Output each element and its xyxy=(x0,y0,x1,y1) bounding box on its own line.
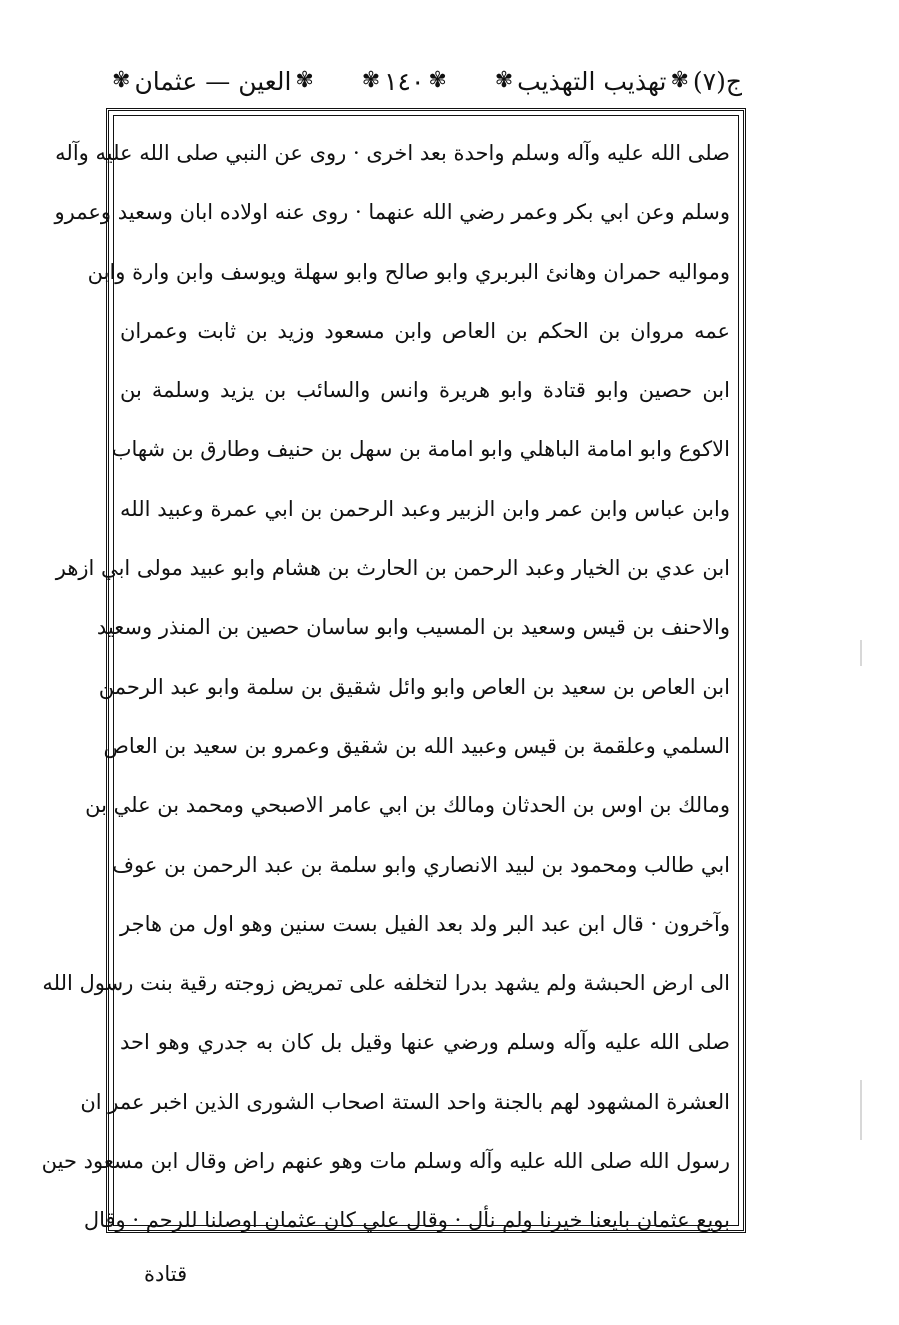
margin-mark xyxy=(860,640,862,666)
text-line: ومالك بن اوس بن الحدثان ومالك بن ابي عامر الاصبحي ومحمد بن علي بن xyxy=(85,793,730,818)
text-line: العشرة المشهود لهم بالجنة واحد الستة اصحاب الشورى الذين اخبر عمر ان xyxy=(80,1089,730,1114)
text-line: صلى الله عليه وآله وسلم واحدة بعد اخرى · روى عن النبي صلى الله عليه وآله xyxy=(55,141,730,165)
text-line: الى ارض الحبشة ولم يشهد بدرا لتخلفه على تمريض زوجته رقية بنت رسول الله xyxy=(42,971,730,996)
page-number-group xyxy=(362,67,447,96)
text-line: السلمي وعلقمة بن قيس وعبيد الله بن شقيق وعمرو بن سعيد بن العاص xyxy=(103,733,730,758)
section-label: العين — عثمان xyxy=(134,66,292,96)
body-text xyxy=(41,124,730,1251)
text-line: ومواليه حمران وهانئ البربري وابو صالح وابو سهلة ويوسف وابن وارة وابن xyxy=(87,259,730,284)
text-line: عمه مروان بن الحكم بن العاص وابن مسعود وزيد بن ثابت وعمران xyxy=(120,318,730,343)
page-number: ١٤٠ xyxy=(384,66,425,96)
text-line: الاكوع وابو امامة الباهلي وابو امامة بن سهل بن حنيف وطارق بن شهاب xyxy=(111,437,730,462)
text-line: وابن عباس وابن عمر وابن الزبير وعبد الرحمن بن ابي عمرة وعبيد الله xyxy=(120,496,730,521)
margin-mark xyxy=(860,1080,862,1140)
ornament-icon: ✾ xyxy=(428,68,447,93)
ornament-icon: ✾ xyxy=(361,68,381,93)
volume-label: ج(٧) xyxy=(692,66,742,96)
book-title: تهذيب التهذيب xyxy=(517,66,667,96)
text-line: ابن حصين وابو قتادة وابو هريرة وانس والسائب بن يزيد وسلمة بن xyxy=(120,378,730,403)
ornament-icon: ✾ xyxy=(494,68,514,93)
ornament-icon: ✾ xyxy=(670,68,689,93)
text-line: بويع عثمان بايعنا خيرنا ولم نأل · وقال علي كان عثمان اوصلنا للرحم · وقال xyxy=(83,1208,730,1233)
volume-label-group xyxy=(495,67,742,96)
catchword: قتادة xyxy=(144,1262,188,1286)
section-label-group xyxy=(112,67,314,96)
text-line: والاحنف بن قيس وسعيد بن المسيب وابو ساسان حصين بن المنذر وسعيد xyxy=(96,615,730,640)
text-line: وآخرون · قال ابن عبد البر ولد بعد الفيل بست سنين وهو اول من هاجر xyxy=(120,911,730,936)
ornament-icon: ✾ xyxy=(295,68,314,93)
page-header xyxy=(112,58,742,104)
text-line: ابن عدي بن الخيار وعبد الرحمن بن الحارث بن هشام وابو عبيد مولى ابي ازهر xyxy=(55,556,730,581)
text-line: ابي طالب ومحمود بن لبيد الانصاري وابو سلمة بن عبد الرحمن بن عوف xyxy=(112,852,730,877)
ornament-icon: ✾ xyxy=(112,68,131,93)
text-line: رسول الله صلى الله عليه وآله وسلم مات وهو عنهم راض وقال ابن مسعود حين xyxy=(41,1149,730,1174)
text-line: ابن العاص بن سعيد بن العاص وابو وائل شقيق بن سلمة وابو عبد الرحمن xyxy=(98,674,730,699)
text-line: صلى الله عليه وآله وسلم ورضي عنها وقيل بل كان به جدري وهو احد xyxy=(120,1030,730,1055)
text-line: وسلم وعن ابي بكر وعمر رضي الله عنهما · روى عنه اولاده ابان وسعيد وعمرو xyxy=(54,200,730,225)
